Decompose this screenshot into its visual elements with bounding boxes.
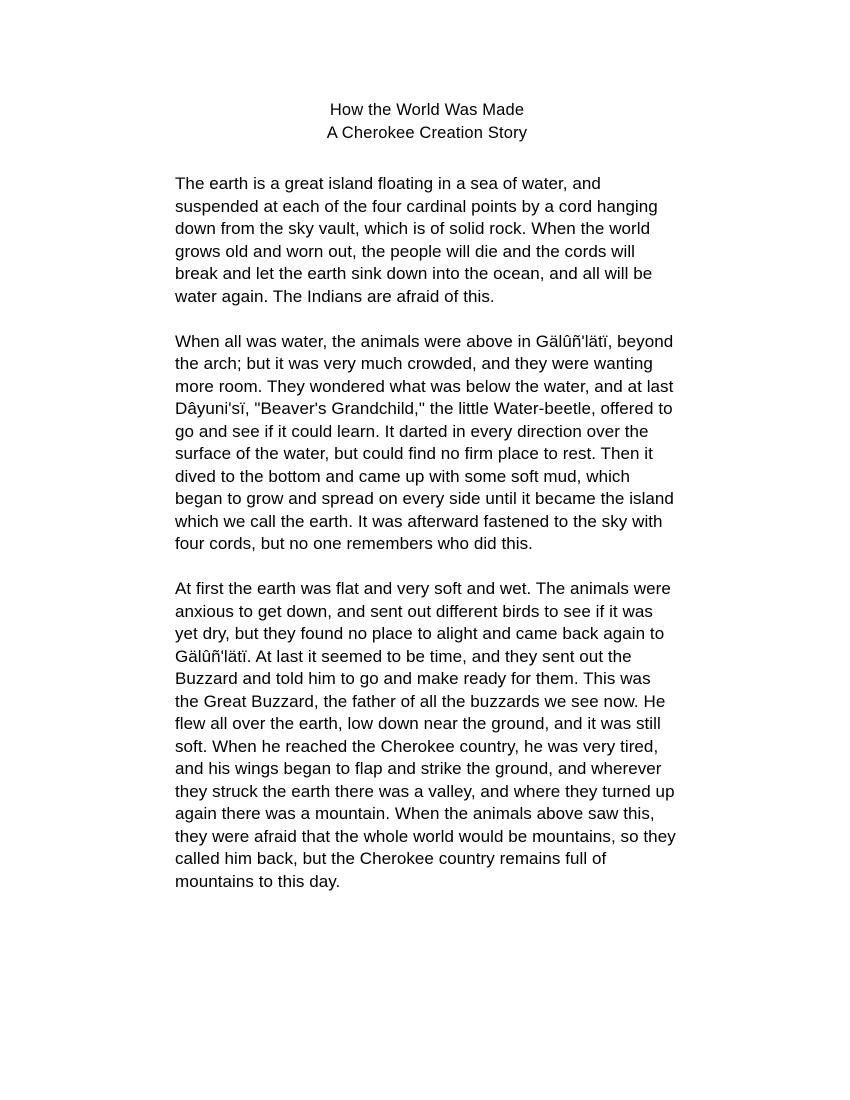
body-paragraph: When all was water, the animals were above in Gälûñ'lätï, beyond the arch; but it was very much crowded, and they were wanting more room. They wondered what was below the water, and at last Dâyuni'sï, "Beaver's Grandchild," the little Water-beetle, offered to go and see if it could learn. It darted in every direction over the surface of the water, but could find no firm place to rest. Then it dived to the bottom and came up with some soft mud, which began to grow and spread on every side until it became the island which we call the earth. It was afterward fastened to the sky with four cords, but no one remembers who did this. (175, 331, 674, 553)
body-paragraph: At first the earth was flat and very soft and wet. The animals were anxious to get down, and sent out different birds to see if it was yet dry, but they found no place to alight and came back again to Gälûñ'lätï. At last it seemed to be time, and they sent out the Buzzard and told him to go and make ready for them. This was the Great Buzzard, the father of all the buzzards we see now. He flew all over the earth, low down near the ground, and it was still soft. When he reached the Cherokee country, he was very tired, and his wings began to flap and strike the ground, and wherever they struck the earth there was a valley, and where they turned up again there was a mountain. When the animals above saw this, they were afraid that the whole world would be mountains, so they called him back, but the Cherokee country remains full of mountains to this day. (175, 579, 676, 891)
document-title-line-2: A Cherokee Creation Story (326, 123, 528, 142)
document-title-line-1: How the World Was Made (329, 101, 525, 119)
document-content (175, 99, 679, 893)
body-paragraph: The earth is a great island floating in a sea of water, and suspended at each of the four cardinal points by a cord hanging down from the sky vault, which is of solid rock. When the world grows old and worn out, the people will die and the cords will break and let the earth sink down into the ocean, and all will be water again. The Indians are afraid of this. (175, 174, 658, 306)
document-title (175, 99, 679, 144)
